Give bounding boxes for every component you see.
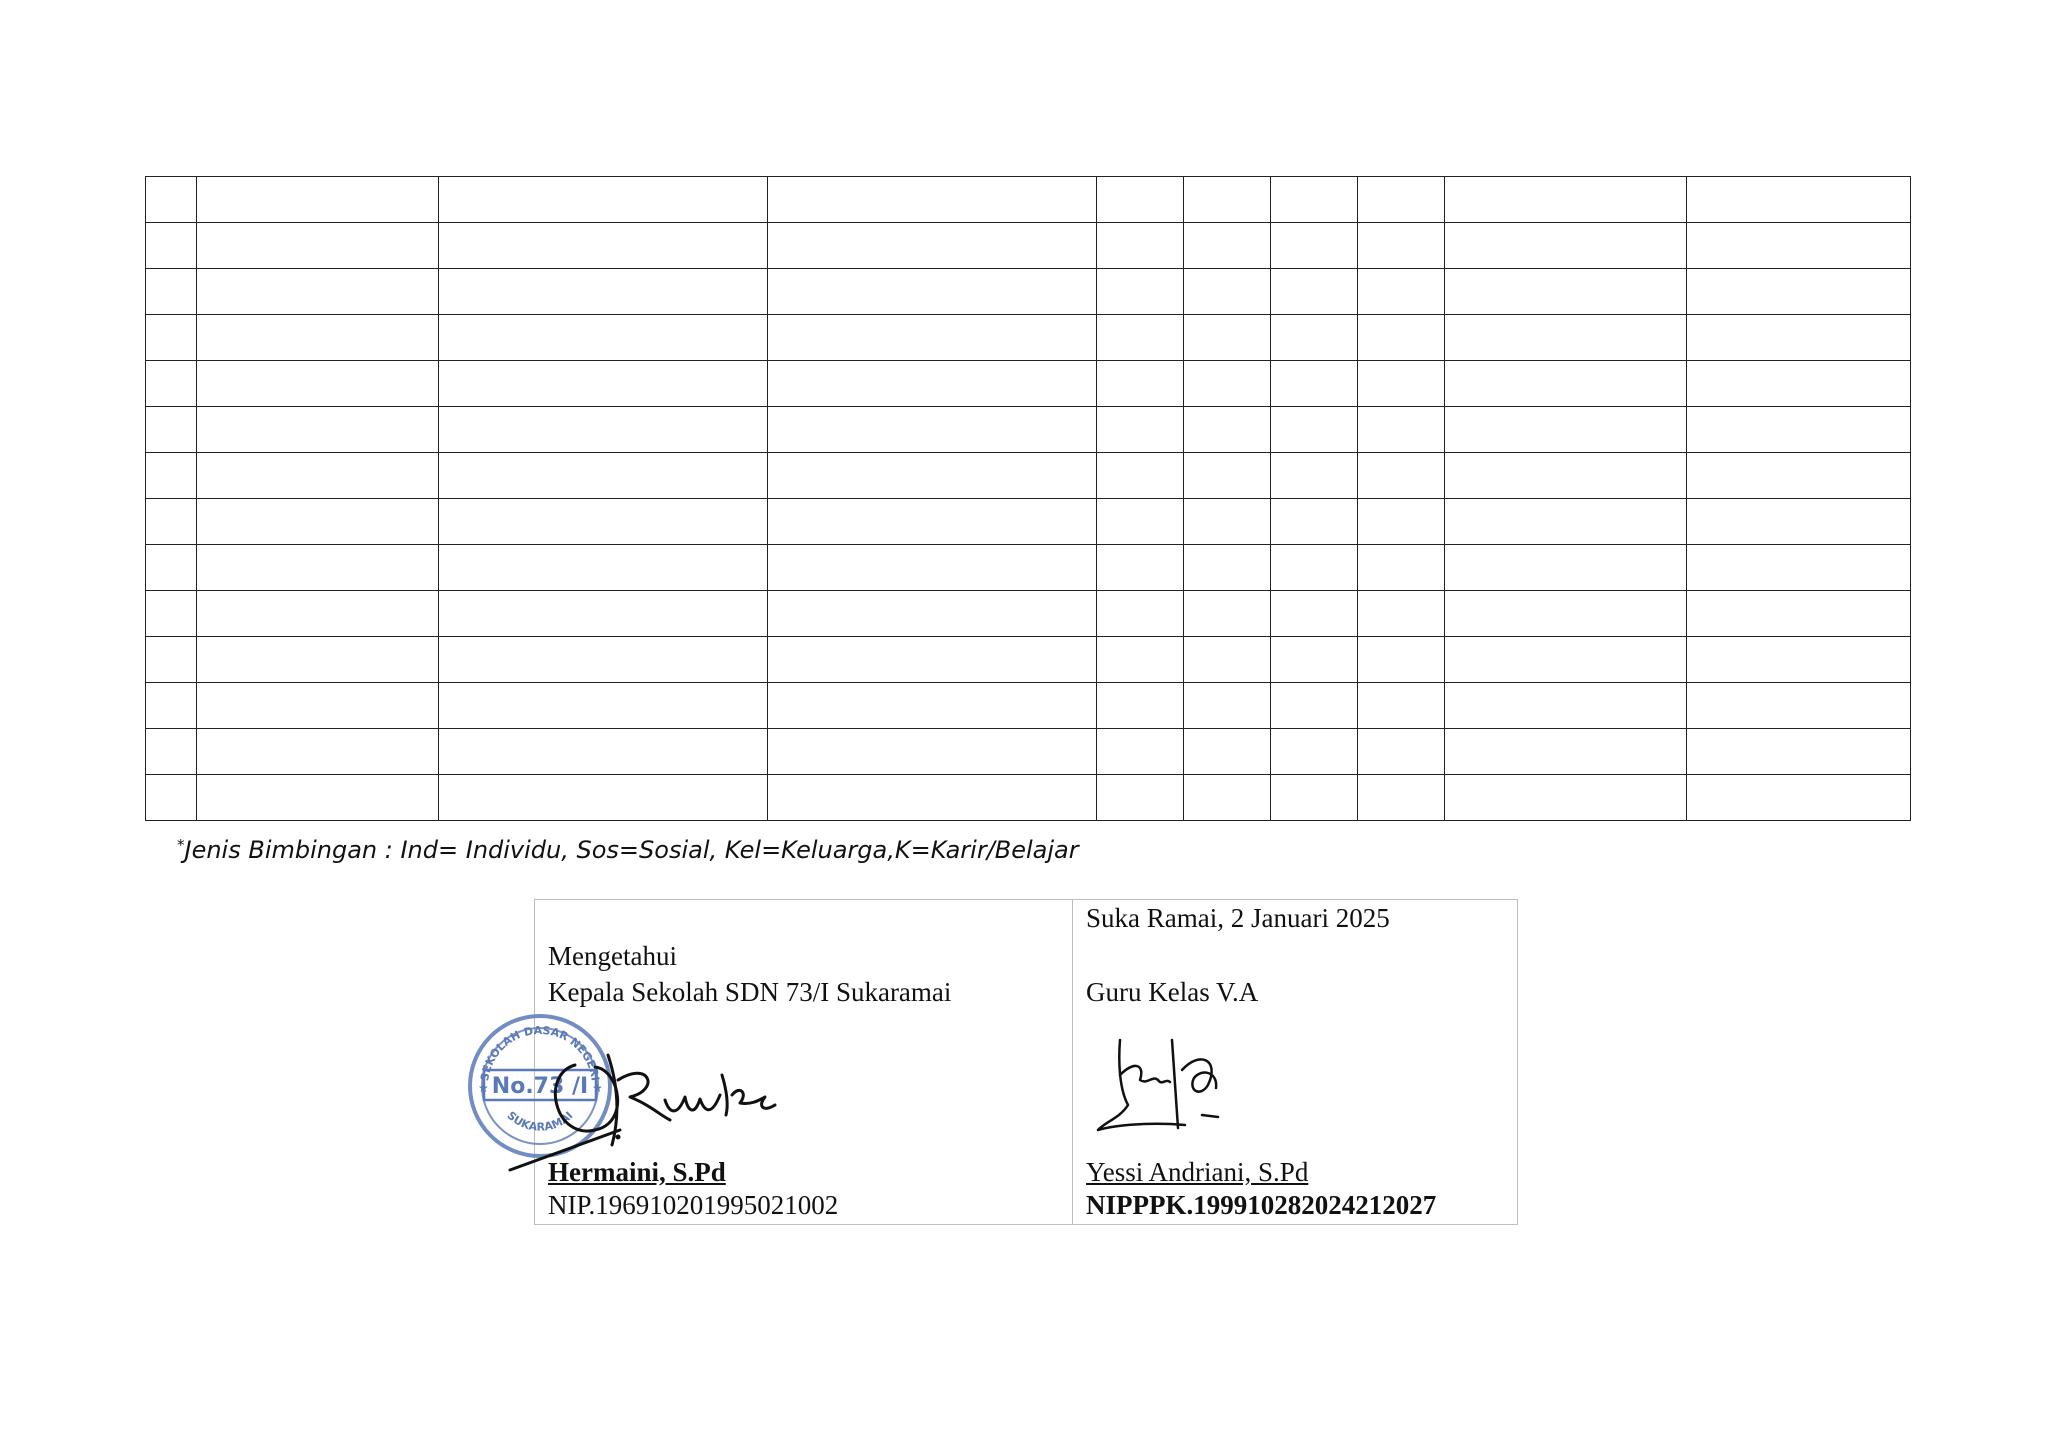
table-cell [439, 499, 768, 545]
table-cell [1271, 361, 1358, 407]
table-cell [1687, 499, 1911, 545]
table-cell [1445, 223, 1687, 269]
table-cell [1271, 591, 1358, 637]
table-cell [439, 453, 768, 499]
table-cell [1445, 407, 1687, 453]
table-cell [1097, 591, 1184, 637]
table-row [146, 315, 1911, 361]
table-cell [1097, 361, 1184, 407]
table-cell [197, 269, 439, 315]
table-cell [1687, 775, 1911, 821]
table-cell [197, 729, 439, 775]
table-cell [1271, 269, 1358, 315]
teacher-nipppk: NIPPPK.199910282024212027 [1086, 1190, 1437, 1220]
table-cell [197, 499, 439, 545]
table-cell [1445, 453, 1687, 499]
table-cell [768, 545, 1097, 591]
teacher-name: Yessi Andriani, S.Pd [1086, 1157, 1309, 1187]
table-cell [1097, 269, 1184, 315]
table-row [146, 775, 1911, 821]
table-cell [146, 775, 197, 821]
table-cell [1097, 177, 1184, 223]
table-cell [768, 361, 1097, 407]
table-cell [146, 499, 197, 545]
table-cell [146, 223, 197, 269]
table-cell [1358, 637, 1445, 683]
table-cell [146, 177, 197, 223]
table-cell [439, 407, 768, 453]
table-cell [1687, 177, 1911, 223]
table-cell [1358, 591, 1445, 637]
table-cell [768, 223, 1097, 269]
table-cell [1687, 315, 1911, 361]
table-cell [768, 315, 1097, 361]
table-row [146, 223, 1911, 269]
table-cell [1184, 407, 1271, 453]
table-cell [1271, 453, 1358, 499]
table-cell [197, 683, 439, 729]
principal-signature [500, 1035, 780, 1175]
table-cell [1271, 545, 1358, 591]
table-cell [1445, 315, 1687, 361]
table-cell [1184, 637, 1271, 683]
table-cell [1687, 407, 1911, 453]
table-cell [1358, 407, 1445, 453]
signature-divider [1072, 900, 1073, 1224]
table-cell [768, 775, 1097, 821]
table-cell [1445, 177, 1687, 223]
guidance-type-footnote [177, 836, 1079, 864]
table-cell [1184, 269, 1271, 315]
table-cell [146, 591, 197, 637]
table-row [146, 177, 1911, 223]
table-cell [146, 315, 197, 361]
table-cell [1184, 545, 1271, 591]
table-cell [1097, 453, 1184, 499]
table-cell [1271, 499, 1358, 545]
table-cell [1097, 637, 1184, 683]
svg-text:★: ★ [478, 1081, 489, 1095]
table-cell [146, 729, 197, 775]
table-row [146, 453, 1911, 499]
table-cell [1184, 315, 1271, 361]
table-cell [768, 407, 1097, 453]
table-cell [1097, 407, 1184, 453]
table-cell [1687, 361, 1911, 407]
table-cell [1687, 545, 1911, 591]
table-cell [768, 683, 1097, 729]
table-cell [1687, 729, 1911, 775]
table-cell [439, 775, 768, 821]
table-cell [197, 407, 439, 453]
table-cell [1687, 591, 1911, 637]
table-cell [439, 269, 768, 315]
table-cell [439, 177, 768, 223]
table-cell [1184, 177, 1271, 223]
table-cell [1184, 591, 1271, 637]
table-cell [1358, 223, 1445, 269]
table-cell [197, 453, 439, 499]
acknowledged-label: Mengetahui [548, 941, 677, 971]
table-cell [1358, 499, 1445, 545]
table-cell [1271, 177, 1358, 223]
table-cell [146, 637, 197, 683]
table-cell [439, 729, 768, 775]
table-cell [1445, 637, 1687, 683]
table-cell [439, 637, 768, 683]
table-cell [146, 407, 197, 453]
table-cell [197, 361, 439, 407]
table-cell [768, 177, 1097, 223]
table-cell [146, 269, 197, 315]
table-cell [1358, 683, 1445, 729]
table-cell [1445, 775, 1687, 821]
stamp-arc-bottom: SUKARAMAI [504, 1108, 576, 1134]
table-cell [1271, 407, 1358, 453]
table-cell [146, 361, 197, 407]
table-cell [1445, 269, 1687, 315]
table-cell [1184, 729, 1271, 775]
table-cell [1687, 223, 1911, 269]
table-cell [768, 637, 1097, 683]
table-cell [439, 315, 768, 361]
table-cell [1184, 499, 1271, 545]
table-cell [768, 729, 1097, 775]
table-row [146, 361, 1911, 407]
table-cell [1097, 223, 1184, 269]
table-cell [197, 177, 439, 223]
stamp-arc-top: SEKOLAH DASAR NEGERI [478, 1023, 602, 1082]
table-cell [1271, 315, 1358, 361]
table-cell [439, 591, 768, 637]
table-cell [146, 683, 197, 729]
footnote-marker: * [177, 836, 185, 854]
table-cell [1184, 361, 1271, 407]
table-row [146, 499, 1911, 545]
table-cell [1358, 453, 1445, 499]
table-cell [1097, 683, 1184, 729]
table-cell [768, 453, 1097, 499]
principal-nip: NIP.196910201995021002 [548, 1190, 839, 1220]
table-cell [1097, 775, 1184, 821]
table-cell [1358, 315, 1445, 361]
table-cell [1097, 499, 1184, 545]
table-cell [1097, 545, 1184, 591]
table-cell [1445, 591, 1687, 637]
svg-text:★: ★ [592, 1081, 603, 1095]
table-cell [1358, 545, 1445, 591]
teacher-role: Guru Kelas V.A [1086, 977, 1259, 1007]
place-date: Suka Ramai, 2 Januari 2025 [1086, 903, 1390, 933]
table-cell [1271, 683, 1358, 729]
table-cell [768, 591, 1097, 637]
table-cell [1445, 499, 1687, 545]
table-row [146, 637, 1911, 683]
table-cell [1097, 315, 1184, 361]
table-cell [1358, 361, 1445, 407]
table-cell [1687, 269, 1911, 315]
table-cell [439, 545, 768, 591]
table-cell [1358, 177, 1445, 223]
footnote-text: Jenis Bimbingan : Ind= Individu, Sos=Sosial, Kel=Keluarga,K=Karir/Belajar [184, 836, 1079, 864]
table-cell [197, 775, 439, 821]
table-cell [146, 453, 197, 499]
table-cell [439, 361, 768, 407]
table-cell [1184, 453, 1271, 499]
table-row [146, 407, 1911, 453]
table-cell [1271, 775, 1358, 821]
table-cell [1097, 729, 1184, 775]
table-cell [1687, 683, 1911, 729]
table-cell [1358, 775, 1445, 821]
empty-record-table [145, 176, 1911, 821]
table-cell [1358, 269, 1445, 315]
table-cell [439, 223, 768, 269]
table-cell [1358, 729, 1445, 775]
table-cell [1271, 729, 1358, 775]
table-cell [1271, 223, 1358, 269]
table-row [146, 545, 1911, 591]
table-cell [197, 315, 439, 361]
table-cell [146, 545, 197, 591]
table-cell [1271, 637, 1358, 683]
table-cell [1184, 223, 1271, 269]
table-cell [768, 269, 1097, 315]
table-row [146, 683, 1911, 729]
principal-name: Hermaini, S.Pd [548, 1157, 726, 1187]
table-cell [1445, 729, 1687, 775]
table-cell [197, 591, 439, 637]
table-cell [1445, 545, 1687, 591]
table-cell [439, 683, 768, 729]
table-row [146, 729, 1911, 775]
table-cell [1687, 453, 1911, 499]
table-row [146, 591, 1911, 637]
table-cell [1445, 361, 1687, 407]
table-cell [1184, 683, 1271, 729]
table-cell [1184, 775, 1271, 821]
table-cell [197, 637, 439, 683]
stamp-number: No.73 /I [491, 1074, 589, 1099]
table-cell [768, 499, 1097, 545]
table-cell [1687, 637, 1911, 683]
table-cell [1445, 683, 1687, 729]
table-row [146, 269, 1911, 315]
teacher-signature [1090, 1030, 1240, 1140]
table-cell [197, 545, 439, 591]
principal-title: Kepala Sekolah SDN 73/I Sukaramai [548, 977, 952, 1007]
table-cell [197, 223, 439, 269]
